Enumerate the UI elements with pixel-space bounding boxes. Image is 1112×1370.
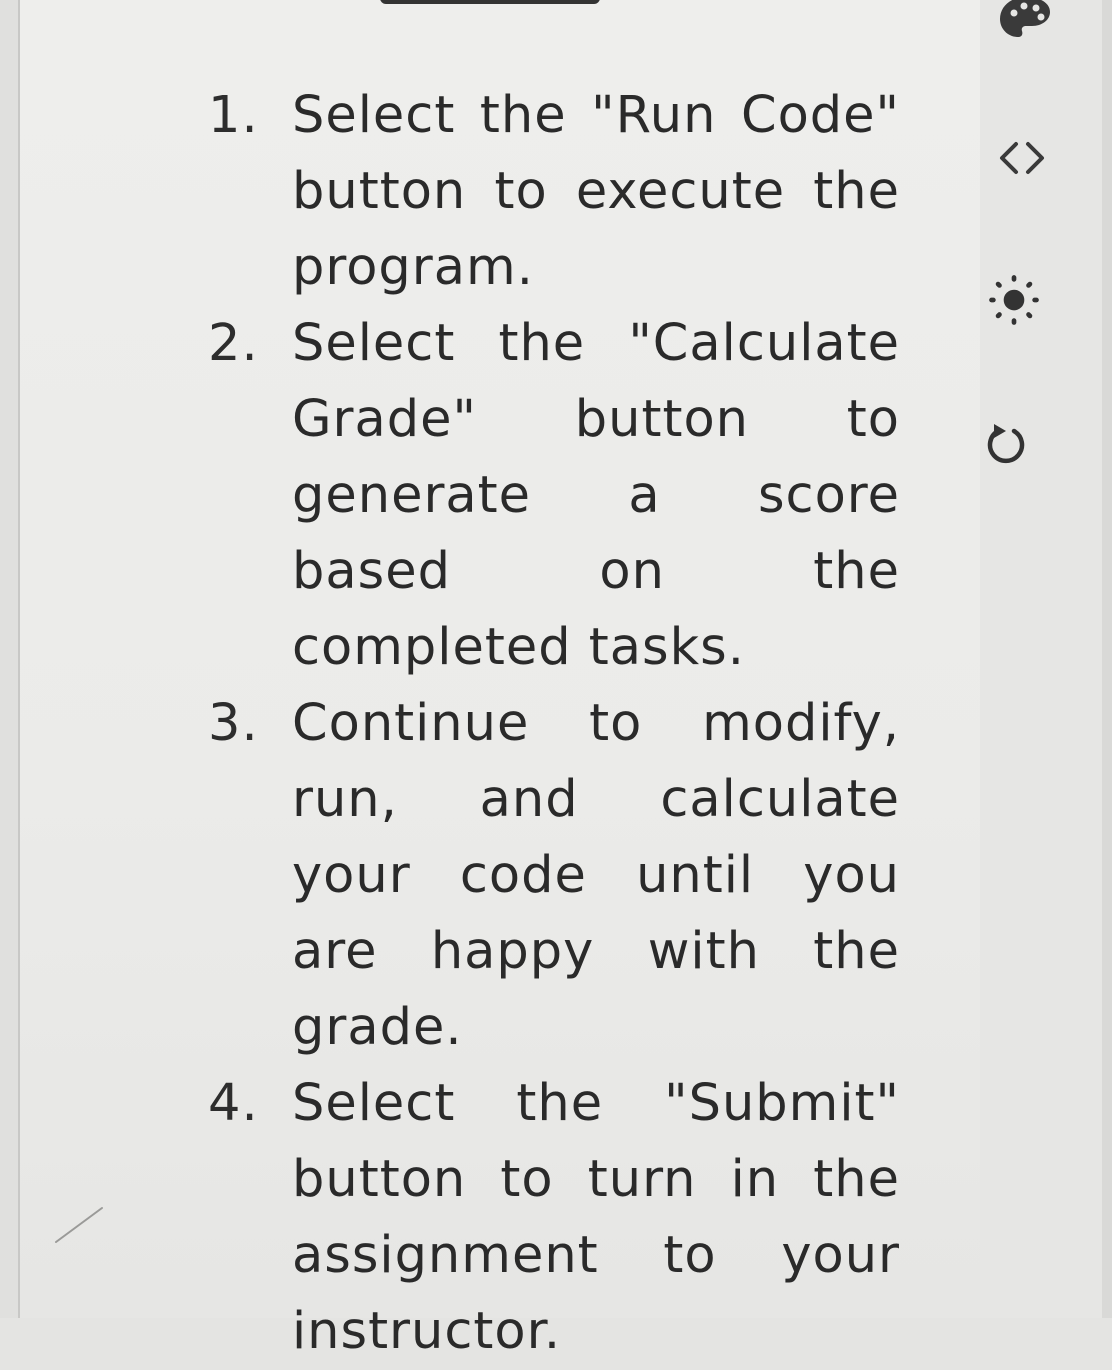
step-text: Select the "Calculate Grade" button to generate a score based on the completed tasks. [292, 314, 900, 677]
step-text: Select the "Run Code" button to execute the program. [292, 86, 900, 297]
refresh-icon[interactable] [976, 414, 1036, 474]
list-item [200, 306, 900, 686]
step-text: Select the "Submit" button to turn in the assignment to your instructor. [292, 1074, 900, 1361]
step-number: 2. [208, 314, 259, 373]
list-item [200, 686, 900, 1066]
step-text: Continue to modify, run, and calculate your code until you are happy with the grade. [292, 694, 900, 1057]
left-gutter [0, 0, 20, 1318]
palette-icon[interactable] [996, 0, 1056, 48]
right-toolbar [980, 0, 1112, 1318]
toolbar-edge [1102, 0, 1112, 1318]
scribble-mark [54, 1204, 104, 1244]
list-item [200, 78, 900, 306]
step-number: 4. [208, 1074, 259, 1133]
instruction-list [200, 78, 900, 1370]
brightness-icon[interactable] [984, 270, 1044, 330]
code-brackets-icon[interactable] [992, 128, 1052, 188]
list-item [200, 1066, 900, 1370]
step-number: 1. [208, 86, 259, 145]
step-number: 3. [208, 694, 259, 753]
cut-off-heading [380, 0, 600, 4]
